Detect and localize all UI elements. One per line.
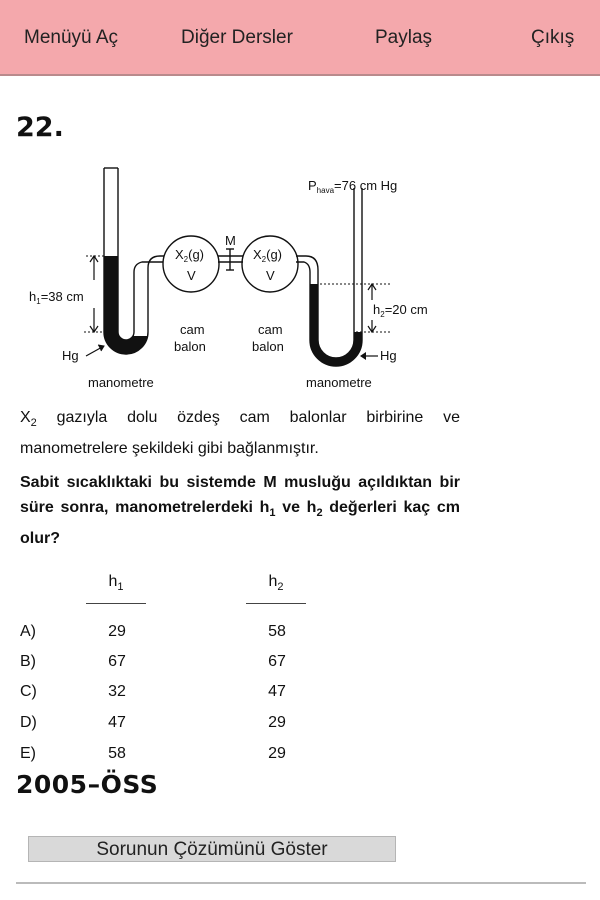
left-hg-label: Hg: [62, 348, 79, 363]
h1-dimension: [90, 256, 98, 332]
right-balloon: [242, 236, 298, 292]
option-c[interactable]: C) 32 47: [20, 683, 286, 700]
exit-button[interactable]: Çıkış: [531, 27, 575, 48]
right-balloon-gas-label: $X_2(g)$: [253, 247, 283, 264]
left-balloon: [163, 236, 219, 292]
right-manometre-label: manometre: [306, 375, 372, 390]
col-underline-h2: [246, 603, 306, 604]
connecting-tube: [218, 249, 243, 270]
h2-label: $h_2=20$ cm: [373, 302, 428, 319]
left-mercury: [104, 256, 148, 354]
h1-label: $h_1=38$ cm: [29, 289, 84, 306]
left-manometre-label: manometre: [88, 375, 154, 390]
valve-m-label: M: [225, 233, 236, 248]
col-header-h1: $h_1$: [108, 573, 124, 594]
show-solution-button[interactable]: Sorunun Çözümünü Göster: [28, 836, 396, 862]
left-balon-label: balon: [174, 339, 206, 354]
question-prompt: Sabit sıcaklıktaki bu sistemde M musluğu açıldıktan bir süre sonra, manometrelerdeki $h_1$ ve $h_2$ değerleri kaç cm olur?: [20, 474, 460, 548]
right-manometer: [296, 188, 362, 366]
menu-open-button[interactable]: Menüyü Aç: [24, 27, 118, 48]
left-balloon-volume-label: V: [187, 268, 196, 283]
col-underline-h1: [86, 603, 146, 604]
right-balon-label: balon: [252, 339, 284, 354]
manometer-diagram: [0, 160, 600, 400]
option-d[interactable]: D) 47 29: [20, 714, 286, 731]
col-header-h2: $h_2$: [268, 573, 284, 594]
bottom-divider: [16, 882, 586, 884]
other-lessons-button[interactable]: Diğer Dersler: [181, 27, 293, 48]
question-number: 22.: [16, 112, 64, 143]
left-balloon-gas-label: $X_2(g)$: [175, 247, 205, 264]
right-cam-label: cam: [258, 322, 283, 337]
right-balloon-volume-label: V: [266, 268, 275, 283]
p-hava-label: $P_{hava}=76$ cm Hg: [308, 178, 398, 195]
right-hg-label: Hg: [380, 348, 397, 363]
exam-source-label: 2005–ÖSS: [16, 770, 159, 799]
option-a[interactable]: A) 29 58: [20, 623, 286, 640]
question-context: $X_2$ gazıyla dolu özdeş cam balonlar birbirine ve manometrelere şekildeki gibi bağlanmıştır.: [20, 409, 460, 458]
top-nav-bar: [0, 0, 600, 76]
option-b[interactable]: B) 67 67: [20, 653, 286, 670]
left-cam-label: cam: [180, 322, 205, 337]
option-e[interactable]: E) 58 29: [20, 745, 286, 762]
share-button[interactable]: Paylaş: [375, 27, 433, 48]
